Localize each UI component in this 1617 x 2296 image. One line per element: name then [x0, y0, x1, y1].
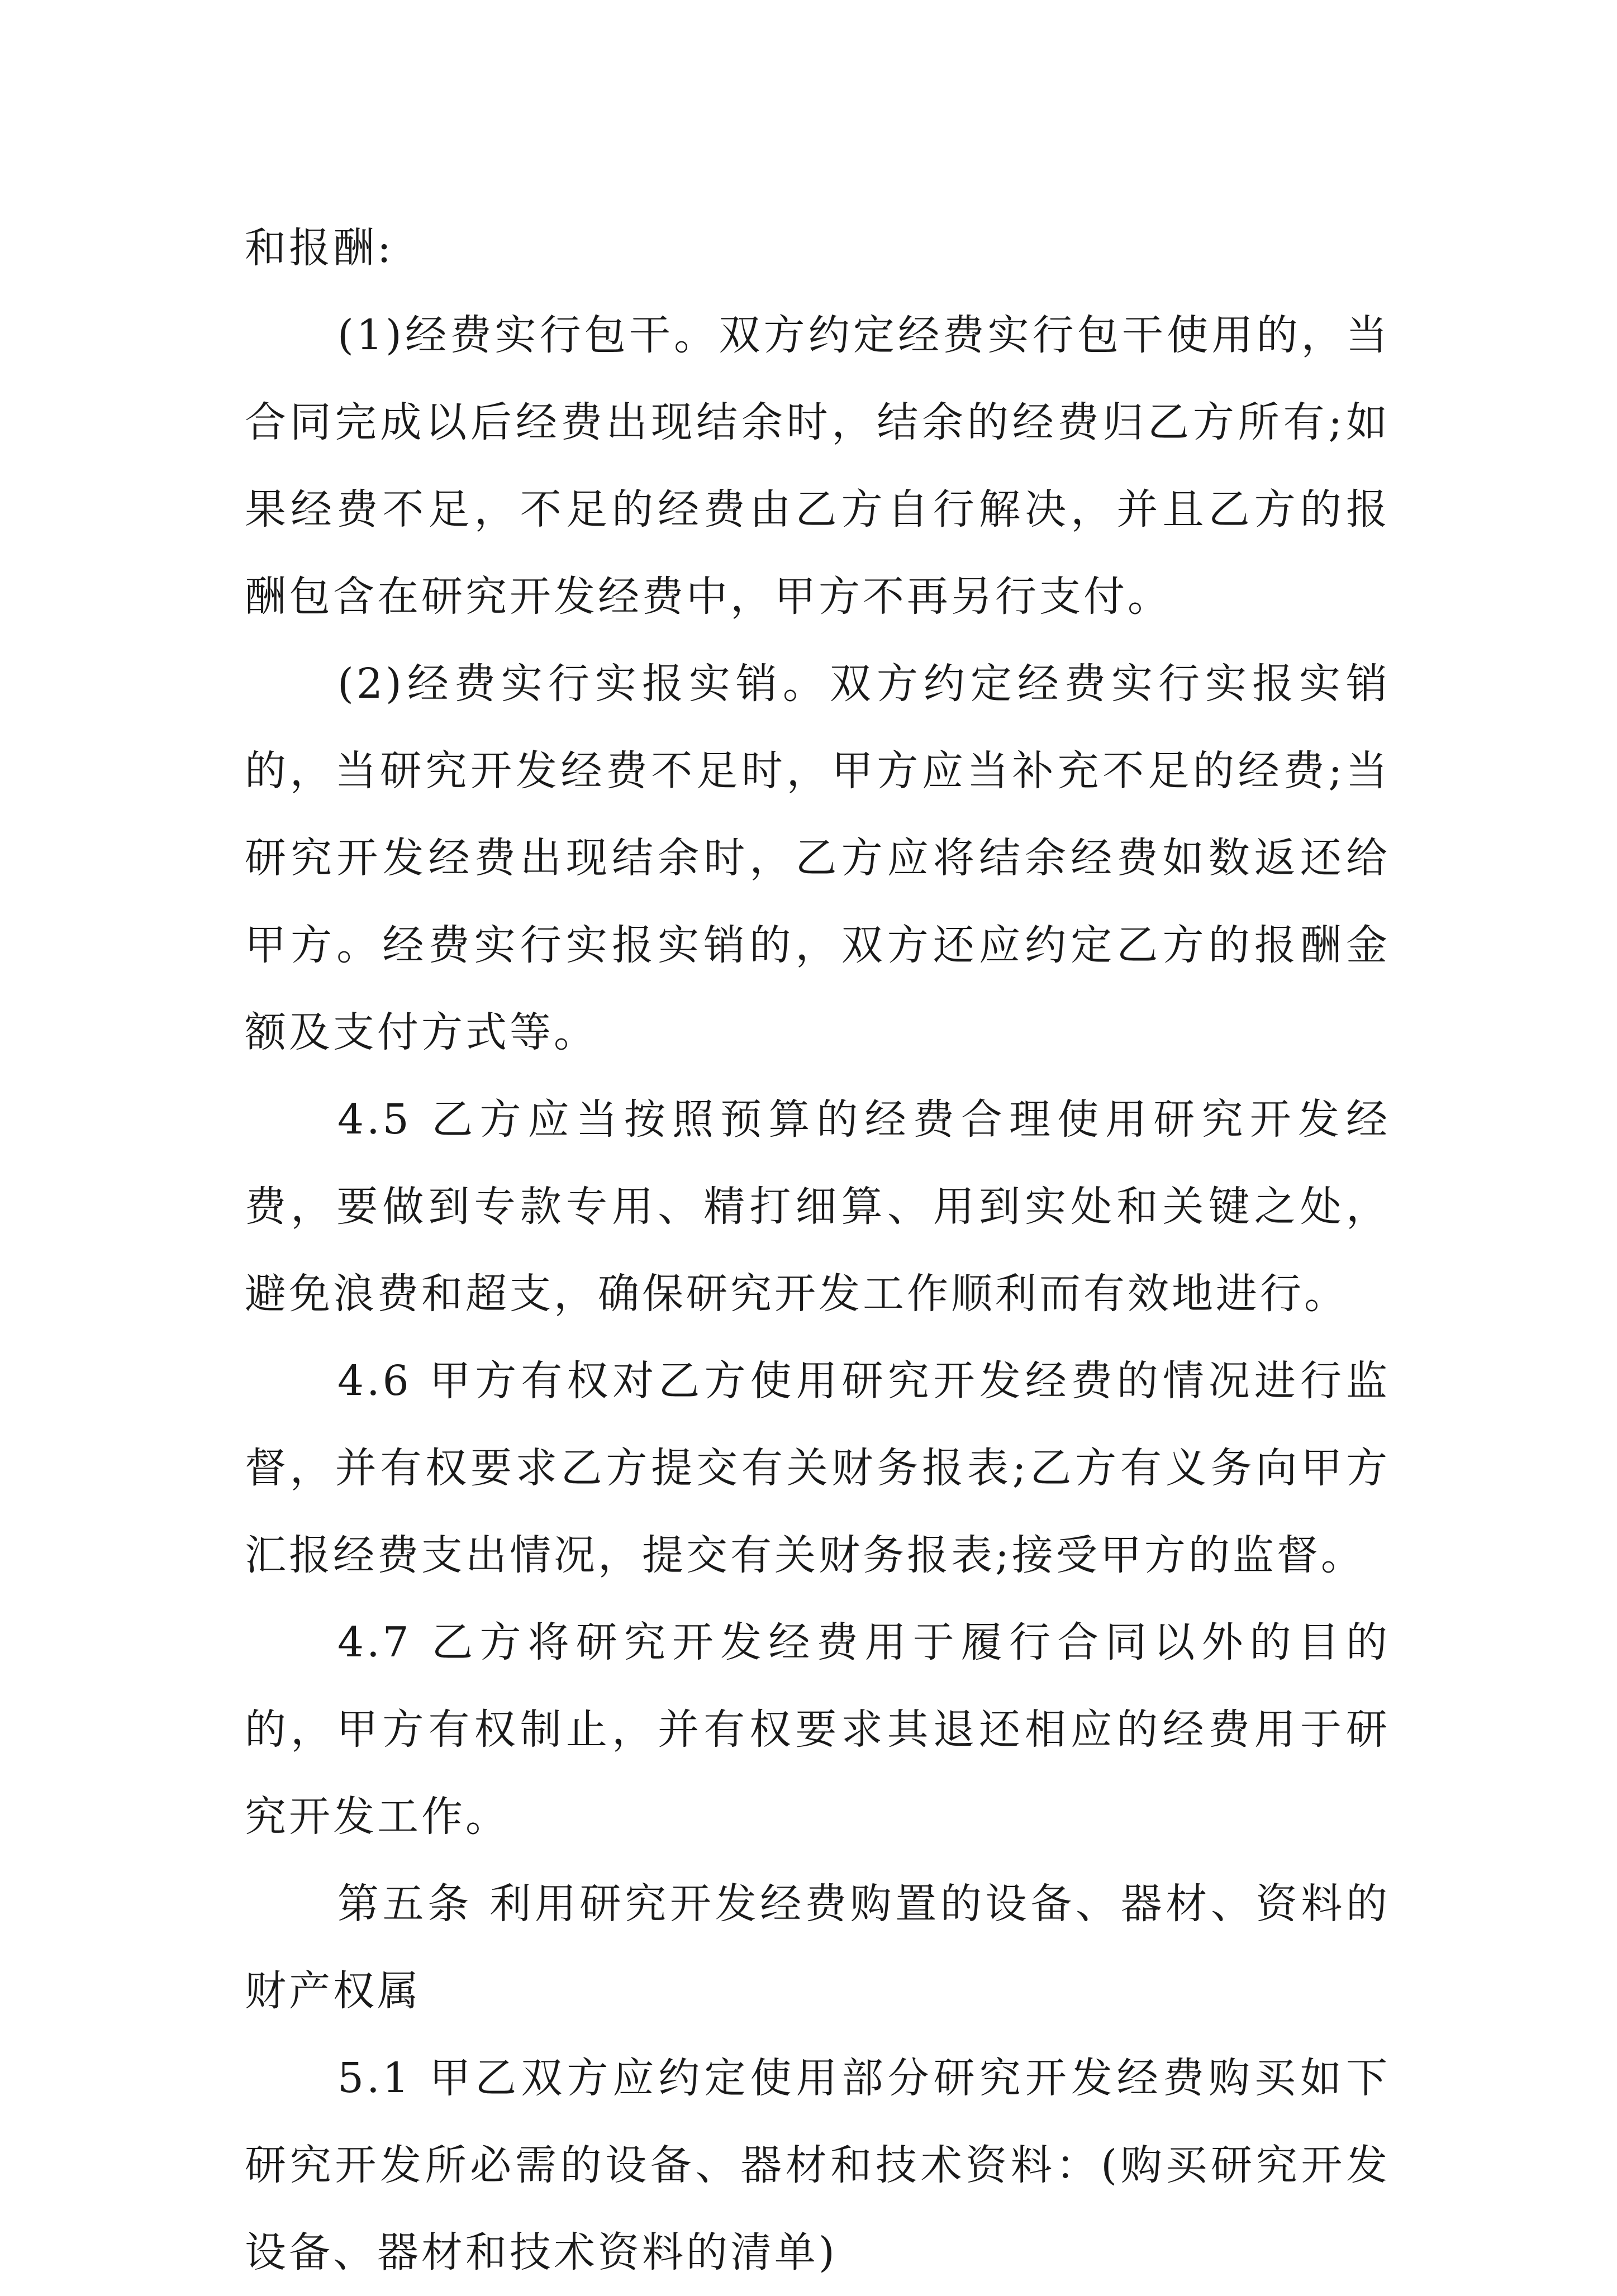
paragraph-clause-1: (1)经费实行包干。双方约定经费实行包干使用的，当合同完成以后经费出现结余时，结余的经费归乙方所有;如果经费不足，不足的经费由乙方自行解决，并且乙方的报酬包含在研究开发经费中，甲方不再另行支付。	[245, 311, 1390, 621]
paragraph-article-5-1: 5.1 甲乙双方应约定使用部分研究开发经费购买如下研究开发所必需的设备、器材和技术资料：(购买研究开发设备、器材和技术资料的清单)	[245, 2054, 1390, 2276]
paragraph-clause-2: (2)经费实行实报实销。双方约定经费实行实报实销的，当研究开发经费不足时，甲方应当补充不足的经费;当研究开发经费出现结余时，乙方应将结余经费如数返还给甲方。经费实行实报实销的，双方还应约定乙方的报酬金额及支付方式等。	[245, 660, 1390, 1056]
paragraph-continuation: 和报酬:	[245, 224, 394, 272]
document-body	[245, 204, 1390, 2296]
paragraph-article-4-6: 4.6 甲方有权对乙方使用研究开发经费的情况进行监督，并有权要求乙方提交有关财务报表;乙方有义务向甲方汇报经费支出情况，提交有关财务报表;接受甲方的监督。	[245, 1357, 1390, 1579]
section-heading-article-5: 第五条 利用研究开发经费购置的设备、器材、资料的财产权属	[245, 1880, 1390, 2015]
paragraph-article-4-7: 4.7 乙方将研究开发经费用于履行合同以外的目的的，甲方有权制止，并有权要求其退还相应的经费用于研究开发工作。	[245, 1618, 1390, 1841]
paragraph-article-4-5: 4.5 乙方应当按照预算的经费合理使用研究开发经费，要做到专款专用、精打细算、用到实处和关键之处，避免浪费和超支，确保研究开发工作顺利而有效地进行。	[245, 1095, 1390, 1318]
